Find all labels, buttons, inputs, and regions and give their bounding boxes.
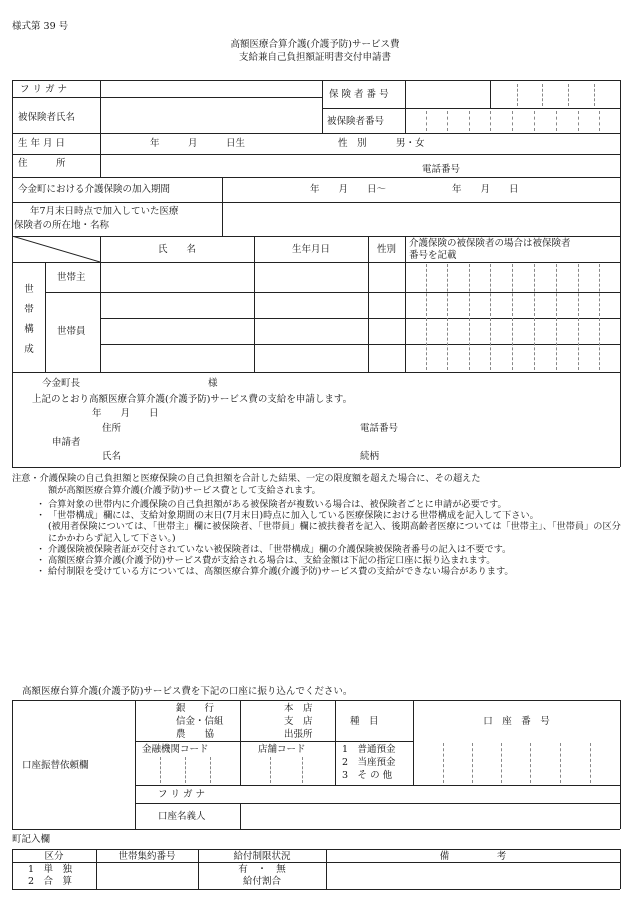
col-name-header: 氏 名	[157, 244, 196, 255]
note-item: ・ 「世帯構成」欄には、支給対象期間の末日(7月末日)時点に加入している医療保険における世帯構成を記入して下さい。	[38, 510, 624, 521]
note-item: ・ 給付制限を受けている方については、高額医療合算介護(介護予防)サービス費の支給ができない場合があります。	[38, 566, 624, 577]
form-title-line2: 支給兼自己負担額証明書交付申請書	[238, 52, 391, 63]
bank-section-label: 口座振替依頼欄	[22, 760, 89, 771]
applicant-phone-label: 電話番号	[360, 423, 399, 434]
insured-name-field[interactable]	[101, 98, 321, 132]
town-col-household-number: 世帯集約番号	[118, 851, 176, 862]
branch-type-head: 本 店	[284, 703, 313, 714]
note-item: ・ 介護保険被保険者証が交付されていない被保険者は、「世帯構成」欄の介護保険被保険者番号の記入は不要です。	[38, 544, 624, 555]
phone-label: 電話番号	[422, 164, 461, 175]
bank-furigana-label: フ リ ガ ナ	[158, 789, 206, 800]
sex-options[interactable]: 男・女	[396, 138, 425, 149]
form-title-line1: 高額医療合算介護(介護予防)サービス費	[230, 39, 400, 50]
dob-label: 生 年 月 日	[18, 138, 66, 149]
insurer-location-label-line1: 年7月末日時点で加入していた医療	[30, 206, 179, 217]
insurer-number-label: 保 険 者 番 号	[329, 89, 389, 100]
sex-label: 性 別	[338, 138, 367, 149]
col-sex-header: 性別	[376, 244, 396, 255]
col-dob-header: 生年月日	[291, 244, 330, 255]
bank-type-nokyo: 農 協	[176, 729, 215, 740]
bank-type-shinkin: 信金・信組	[176, 716, 224, 727]
insurer-location-label-line2: 保険者の所在地・名称	[14, 220, 110, 231]
household-section-label: 世 帯 構 成	[24, 284, 34, 355]
applicant-name-label: 氏名	[102, 451, 122, 462]
insured-number-label: 被保険者番号	[327, 116, 385, 127]
furigana-field[interactable]	[101, 81, 321, 96]
applicant-address-label: 住所	[102, 423, 122, 434]
branch-type-branch: 支 店	[284, 716, 313, 727]
institution-code-label: 金融機関コード	[142, 744, 209, 755]
town-restriction-ratio: 給付割合	[242, 876, 281, 887]
application-date[interactable]: 年 月 日	[92, 408, 159, 419]
town-col-category: 区分	[44, 851, 64, 862]
household-member-name-field[interactable]	[101, 345, 253, 371]
application-statement: 上記のとおり高額医療合算介護(介護予防)サービス費の支給を申請します。	[32, 394, 353, 405]
col-number-header-line2: 番号を記載	[409, 250, 457, 261]
form-number: 様式第 39 号	[12, 21, 69, 32]
coverage-period-label: 今金町における介護保険の加入期間	[18, 184, 171, 195]
account-holder-label: 口座名義人	[158, 811, 206, 822]
account-type-option[interactable]: 2 当座預金	[342, 757, 396, 768]
bank-type-bank: 銀 行	[176, 703, 215, 714]
note-item: ・ 合算対象の世帯内に介護保険の自己負担額がある被保険者が複数いる場合は、被保険者ごとに申請が必要です。	[38, 499, 624, 510]
account-type-option[interactable]: 3 そ の 他	[342, 770, 393, 781]
insured-name-label: 被保険者氏名	[18, 112, 76, 123]
notes-head-cont: 額が高額医療合算介護(介護予防)サービス費として支給されます。	[48, 485, 321, 496]
household-head-label: 世帯主	[57, 272, 86, 283]
account-type-option[interactable]: 1 普通預金	[342, 744, 396, 755]
household-member-name-field[interactable]	[101, 293, 253, 317]
town-category-option[interactable]: 1 単 独	[28, 864, 73, 875]
town-restriction-options[interactable]: 有 ・ 無	[238, 864, 286, 875]
address-field[interactable]	[101, 155, 619, 176]
bank-furigana-field[interactable]	[241, 786, 619, 802]
insurer-number-field[interactable]	[406, 81, 619, 107]
insured-number-field[interactable]	[406, 109, 619, 132]
furigana-label: フ リ ガ ナ	[20, 84, 68, 95]
notes-head: 注意・介護保険の自己負担額と医療保険の自己負担額を合計した結果、一定の限度額を超えた場合に、その超えた	[12, 473, 481, 484]
town-col-restriction: 給付制限状況	[233, 851, 291, 862]
household-member-label: 世帯員	[57, 326, 86, 337]
insurer-location-field[interactable]	[223, 203, 619, 235]
branch-code-label: 店舗コード	[258, 744, 306, 755]
account-type-label: 種 目	[350, 716, 379, 727]
applicant-label: 申請者	[52, 437, 81, 448]
household-head-name-field[interactable]	[101, 263, 253, 291]
bank-intro: 高額医療台算介護(介護予防)サービス費を下記の口座に振り込んでください。	[22, 686, 353, 697]
addressee-honorific: 様	[208, 378, 218, 389]
coverage-period-from[interactable]: 年 月 日〜	[310, 184, 387, 195]
town-col-remarks: 備 考	[439, 851, 507, 862]
col-number-header-line1: 介護保険の被保険者の場合は被保険者	[409, 238, 571, 249]
addressee: 今金町長	[42, 378, 81, 389]
account-holder-field[interactable]	[241, 804, 619, 828]
address-label: 住 所	[18, 158, 66, 169]
town-category-option[interactable]: 2 合 算	[28, 876, 73, 887]
dob-format: 年 月 日生	[150, 138, 246, 149]
note-item: ・ 高額医療合算介護(介護予防)サービス費が支給される場合は、支給金額は下記の指定口座に振り込まれます。	[38, 555, 624, 566]
note-sub: (被用者保険については、「世帯主」欄に被保険者、「世帯員」欄に被扶養者を記入、後期高齢者医療については「世帯主」、「世帯員」の区分にかかわらず記入して下さい。)	[48, 521, 621, 544]
diagonal-slash	[12, 236, 100, 262]
household-member-name-field[interactable]	[101, 319, 253, 343]
notes-list	[38, 499, 624, 577]
town-section-title: 町記入欄	[12, 834, 51, 845]
applicant-relation-label: 続柄	[360, 451, 380, 462]
account-number-label: 口 座 番 号	[483, 716, 550, 727]
coverage-period-to[interactable]: 年 月 日	[452, 184, 519, 195]
branch-type-office: 出張所	[284, 729, 313, 740]
